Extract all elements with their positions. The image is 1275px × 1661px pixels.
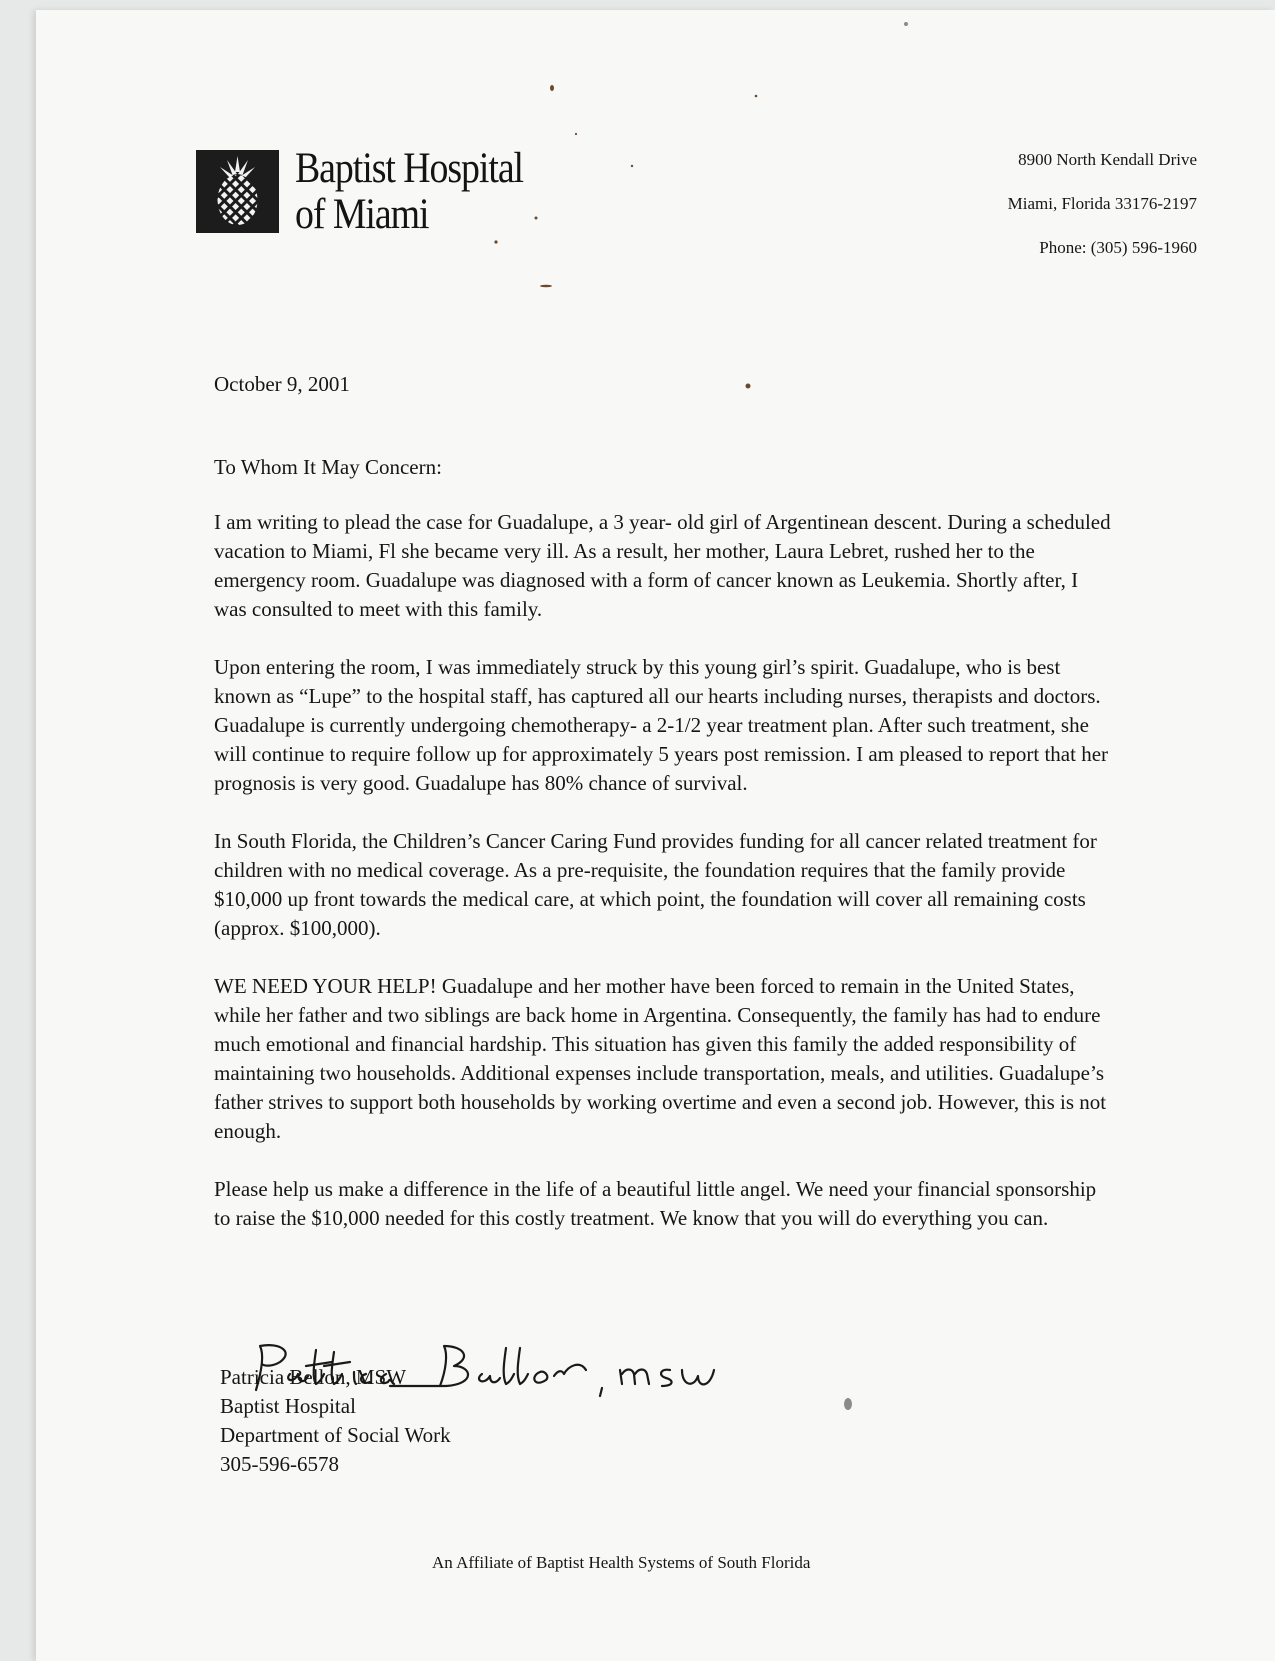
hospital-name-line1: Baptist Hospital [295, 145, 524, 192]
address-city: Miami, Florida 33176-2197 [1007, 194, 1197, 213]
letter-date: October 9, 2001 [214, 372, 350, 396]
hospital-logo [196, 150, 279, 233]
signer-phone: 305-596-6578 [220, 1452, 339, 1476]
address-street: 8900 North Kendall Drive [1018, 150, 1197, 169]
paragraph-intro: I am writing to plead the case for Guadalupe, a 3 year- old girl of Argentinean descent. During a scheduled vacation to Miami, Fl she became very ill. As a result, her mother, Laura Lebret, rushed her to the emergency room. Guadalupe was diagnosed with a form of cancer known as Leukemia. Shortly after, I was consulted to meet with this family. [214, 510, 1111, 621]
letter-page [36, 10, 1275, 1661]
signer-organization: Baptist Hospital [220, 1394, 356, 1418]
pineapple-icon [196, 150, 279, 233]
paragraph-funding: In South Florida, the Children’s Cancer Caring Fund provides funding for all cancer related treatment for children with no medical coverage. As a pre-requisite, the foundation requires that the family provide $10,000 up front towards the medical care, at which point, the foundation will cover all remaining costs (approx. $100,000). [214, 829, 1097, 940]
signer-department: Department of Social Work [220, 1423, 451, 1447]
signature-block [220, 1363, 451, 1479]
hospital-name [295, 146, 523, 238]
address-phone: Phone: (305) 596-1960 [1039, 238, 1197, 257]
hospital-address [1008, 138, 1197, 270]
paragraph-appeal: Please help us make a difference in the life of a beautiful little angel. We need your financial sponsorship to raise the $10,000 needed for this costly treatment. We know that you will do everything you can. [214, 1177, 1097, 1230]
signer-name: Patricia Bellon, MSW [220, 1365, 407, 1389]
paragraph-patient: Upon entering the room, I was immediately struck by this young girl’s spirit. Guadalupe, who is best known as “Lupe” to the hospital staff, has captured all our hearts including nurses, therapists and doctors. Guadalupe is currently undergoing chemotherapy- a 2-1/2 year treatment plan. After such treatment, she will continue to require follow up for approximately 5 years post remission. I am pleased to report that her prognosis is very good. Guadalupe has 80% chance of survival. [214, 655, 1109, 795]
hospital-name-line2: of Miami [295, 191, 429, 238]
letter-body [214, 370, 1114, 1262]
footer-affiliation: An Affiliate of Baptist Health Systems of South Florida [432, 1553, 811, 1572]
salutation: To Whom It May Concern: [214, 455, 442, 479]
paragraph-need-help: WE NEED YOUR HELP! Guadalupe and her mother have been forced to remain in the United States, while her father and two siblings are back home in Argentina. Consequently, the family has had to endure much emotional and financial hardship. This situation has given this family the added responsibility of maintaining two households. Additional expenses include transportation, meals, and utilities. Guadalupe’s father strives to support both households by working overtime and even a second job. However, this is not enough. [214, 974, 1107, 1143]
